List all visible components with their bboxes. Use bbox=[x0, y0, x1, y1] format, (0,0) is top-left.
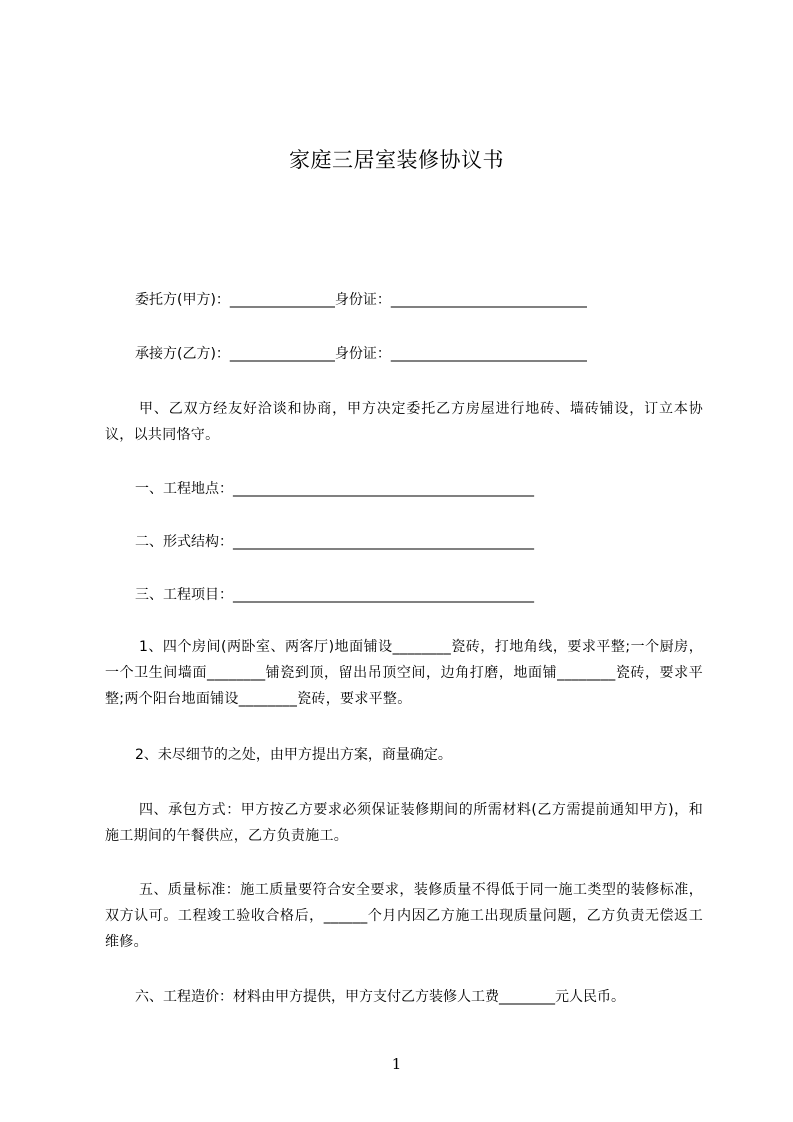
item-2-paragraph: 2、未尽细节的之处，由甲方提出方案，商量确定。 bbox=[135, 747, 452, 763]
party-b-line: 承接方(乙方)：_______________身份证：____________________________ bbox=[135, 346, 587, 362]
intro-paragraph: 甲、乙双方经友好洽谈和协商，甲方决定委托乙方房屋进行地砖、墙砖铺设，订立本协议，以共同恪守。 bbox=[105, 401, 703, 443]
party-a-line: 委托方(甲方)：_______________身份证：____________________________ bbox=[135, 292, 587, 308]
quality-paragraph: 五、质量标准：施工质量要符合安全要求，装修质量不得低于同一施工类型的装修标准，双方认可。工程竣工验收合格后，______个月内因乙方施工出现质量问题，乙方负责无偿返工维修。 bbox=[105, 882, 703, 950]
section-structure: 二、形式结构：___________________________________________ bbox=[135, 534, 534, 550]
page-number: 1 bbox=[391, 1055, 402, 1073]
document-title: 家庭三居室装修协议书 bbox=[289, 148, 504, 172]
item-1-paragraph: 1、四个房间(两卧室、两客厅)地面铺设________瓷砖，打地角线，要求平整;一个厨房，一个卫生间墙面________铺瓷到顶，留出吊顶空间，边角打磨，地面铺________瓷砖，要求平整;两个阳台地面铺设________瓷砖，要求平整。 bbox=[105, 639, 703, 707]
section-items: 三、工程项目：___________________________________________ bbox=[135, 587, 534, 603]
contract-method-paragraph: 四、承包方式：甲方按乙方要求必须保证装修期间的所需材料(乙方需提前通知甲方)，和施工期间的午餐供应，乙方负责施工。 bbox=[105, 802, 703, 844]
cost-paragraph: 六、工程造价：材料由甲方提供，甲方支付乙方装修人工费________元人民币。 bbox=[135, 989, 625, 1005]
section-location: 一、工程地点：___________________________________________ bbox=[135, 481, 534, 497]
